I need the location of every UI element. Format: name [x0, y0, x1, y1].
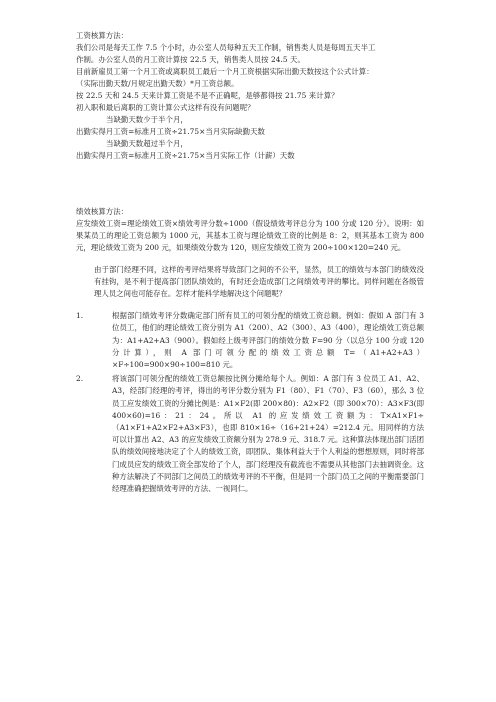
section-title-salary: 工资核算方法： — [76, 31, 129, 40]
formula-paragraph: 应发绩效工资=理论绩效工资×绩效考评分数÷1000（假设绩效考评总分为 100 分或 120 分）。说明：如果某员工的理论工资总额为 1000 元，其基本工资与理论绩效工资的比例是 8：2，则其基本工资为 800 元，理论绩效工资为 200 元，如果绩效分数为 120，则应发绩效工资为 200÷100×120=240 元。 — [76, 219, 424, 253]
condition-line: 当缺勤天数超过半个月， — [106, 139, 188, 148]
list-item — [76, 373, 424, 495]
list-item-number: 1. — [76, 311, 84, 321]
formula-line: 出勤实得月工资=标准月工资÷21.75×当月实际缺勤天数 — [76, 127, 265, 136]
body-line: 初入职和最后离职的工资计算公式这样有没有问题呢？ — [76, 103, 255, 112]
body-line: 按 22.5 天和 24.5 天来计算工资是不是不正确呢，是够都得按 21.75 来计算？ — [76, 91, 339, 100]
list-item-number: 2. — [76, 374, 84, 384]
body-line: （实际出勤天数/月规定出勤天数）*月工资总额。 — [76, 79, 239, 88]
document-page — [76, 30, 424, 495]
problem-paragraph: 由于部门经理不同，这样的考评结果将导致部门之间的不公平，显然，员工的绩效与本部门的绩效没有挂钩，是不利于提高部门团队绩效的，有时还会造成部门之间绩效考评的攀比。同样问题在各级管理人员之间也可能存在。怎样才能科学地解决这个问题呢？ — [94, 264, 424, 299]
condition-line: 当缺勤天数少于半个月， — [106, 115, 188, 124]
body-line: 目前新雇员工第一个月工资或离职员工最后一个月工资根据实际出勤天数按这个公式计算： — [76, 67, 374, 76]
body-line: 作制。办公室人员的月工资计算按 22.5 天，销售类人员按 24.5 天。 — [76, 55, 305, 64]
list-item-text: 将该部门可领分配的绩效工资总额按比例分摊给每个人。例如：A 部门有 3 位员工 A1、A2、A3，经部门经理的考评，得出的考评分数分别为 F1（80）、F1（70）、F3（60），那么 3 位员工应发绩效工资的分摊比例是：A1×F2(即 200×80)：A2×F2（即 300×70）：A3×F3(即 400×60)=16：21：24。所以 A1 的应发绩效工资额为：T×A1×F1÷（A1×F1+A2×F2+A3×F3），也即 810×16÷（16+21+24）=212.4 元。用同样的方法可以计算出 A2、A3 的应发绩效工资额分别为 278.9 元、318.7 元。这种算法体现出部门活团队的绩效间接地决定了个人的绩效工资，即团队、集体利益大于个人利益的想想原则，同时将部门成员应发的绩效工资全部发给了个人，部门经理没有截流也不需要从其他部门去抽调资金。这种方法解决了不同部门之间员工的绩效考评的不平衡，但是同一个部门员工之间的平衡需要部门经理准确把握绩效考评的方法、一视同仁。 — [112, 374, 424, 494]
formula-line: 出勤实得月工资=标准月工资÷21.75×当月实际工作（计薪）天数 — [76, 151, 295, 160]
body-line: 我们公司是每天工作 7.5 个小时，办公室人员每种五天工作制，销售类人员是每周五天半工 — [76, 43, 376, 52]
section-title-performance: 绩效核算方法： — [76, 207, 129, 216]
list-item-text: 根据部门绩效考评分数确定部门所有员工的可领分配的绩效工资总额。例如：假如 A 部门有 3 位员工，他们的理论绩效工资分别为 A1（200）、A2（300）、A3（400），理论绩效工资总额为：A1+A2+A3（900）。假如经上级考评部门的绩效分数 F=90 分（以总分 100 分或 120 分计算），则 A 部门可领分配的绩效工资总额 T=（A1+A2+A3）×F÷100=900×90÷100=810 元。 — [112, 311, 424, 370]
list-item — [76, 310, 424, 371]
